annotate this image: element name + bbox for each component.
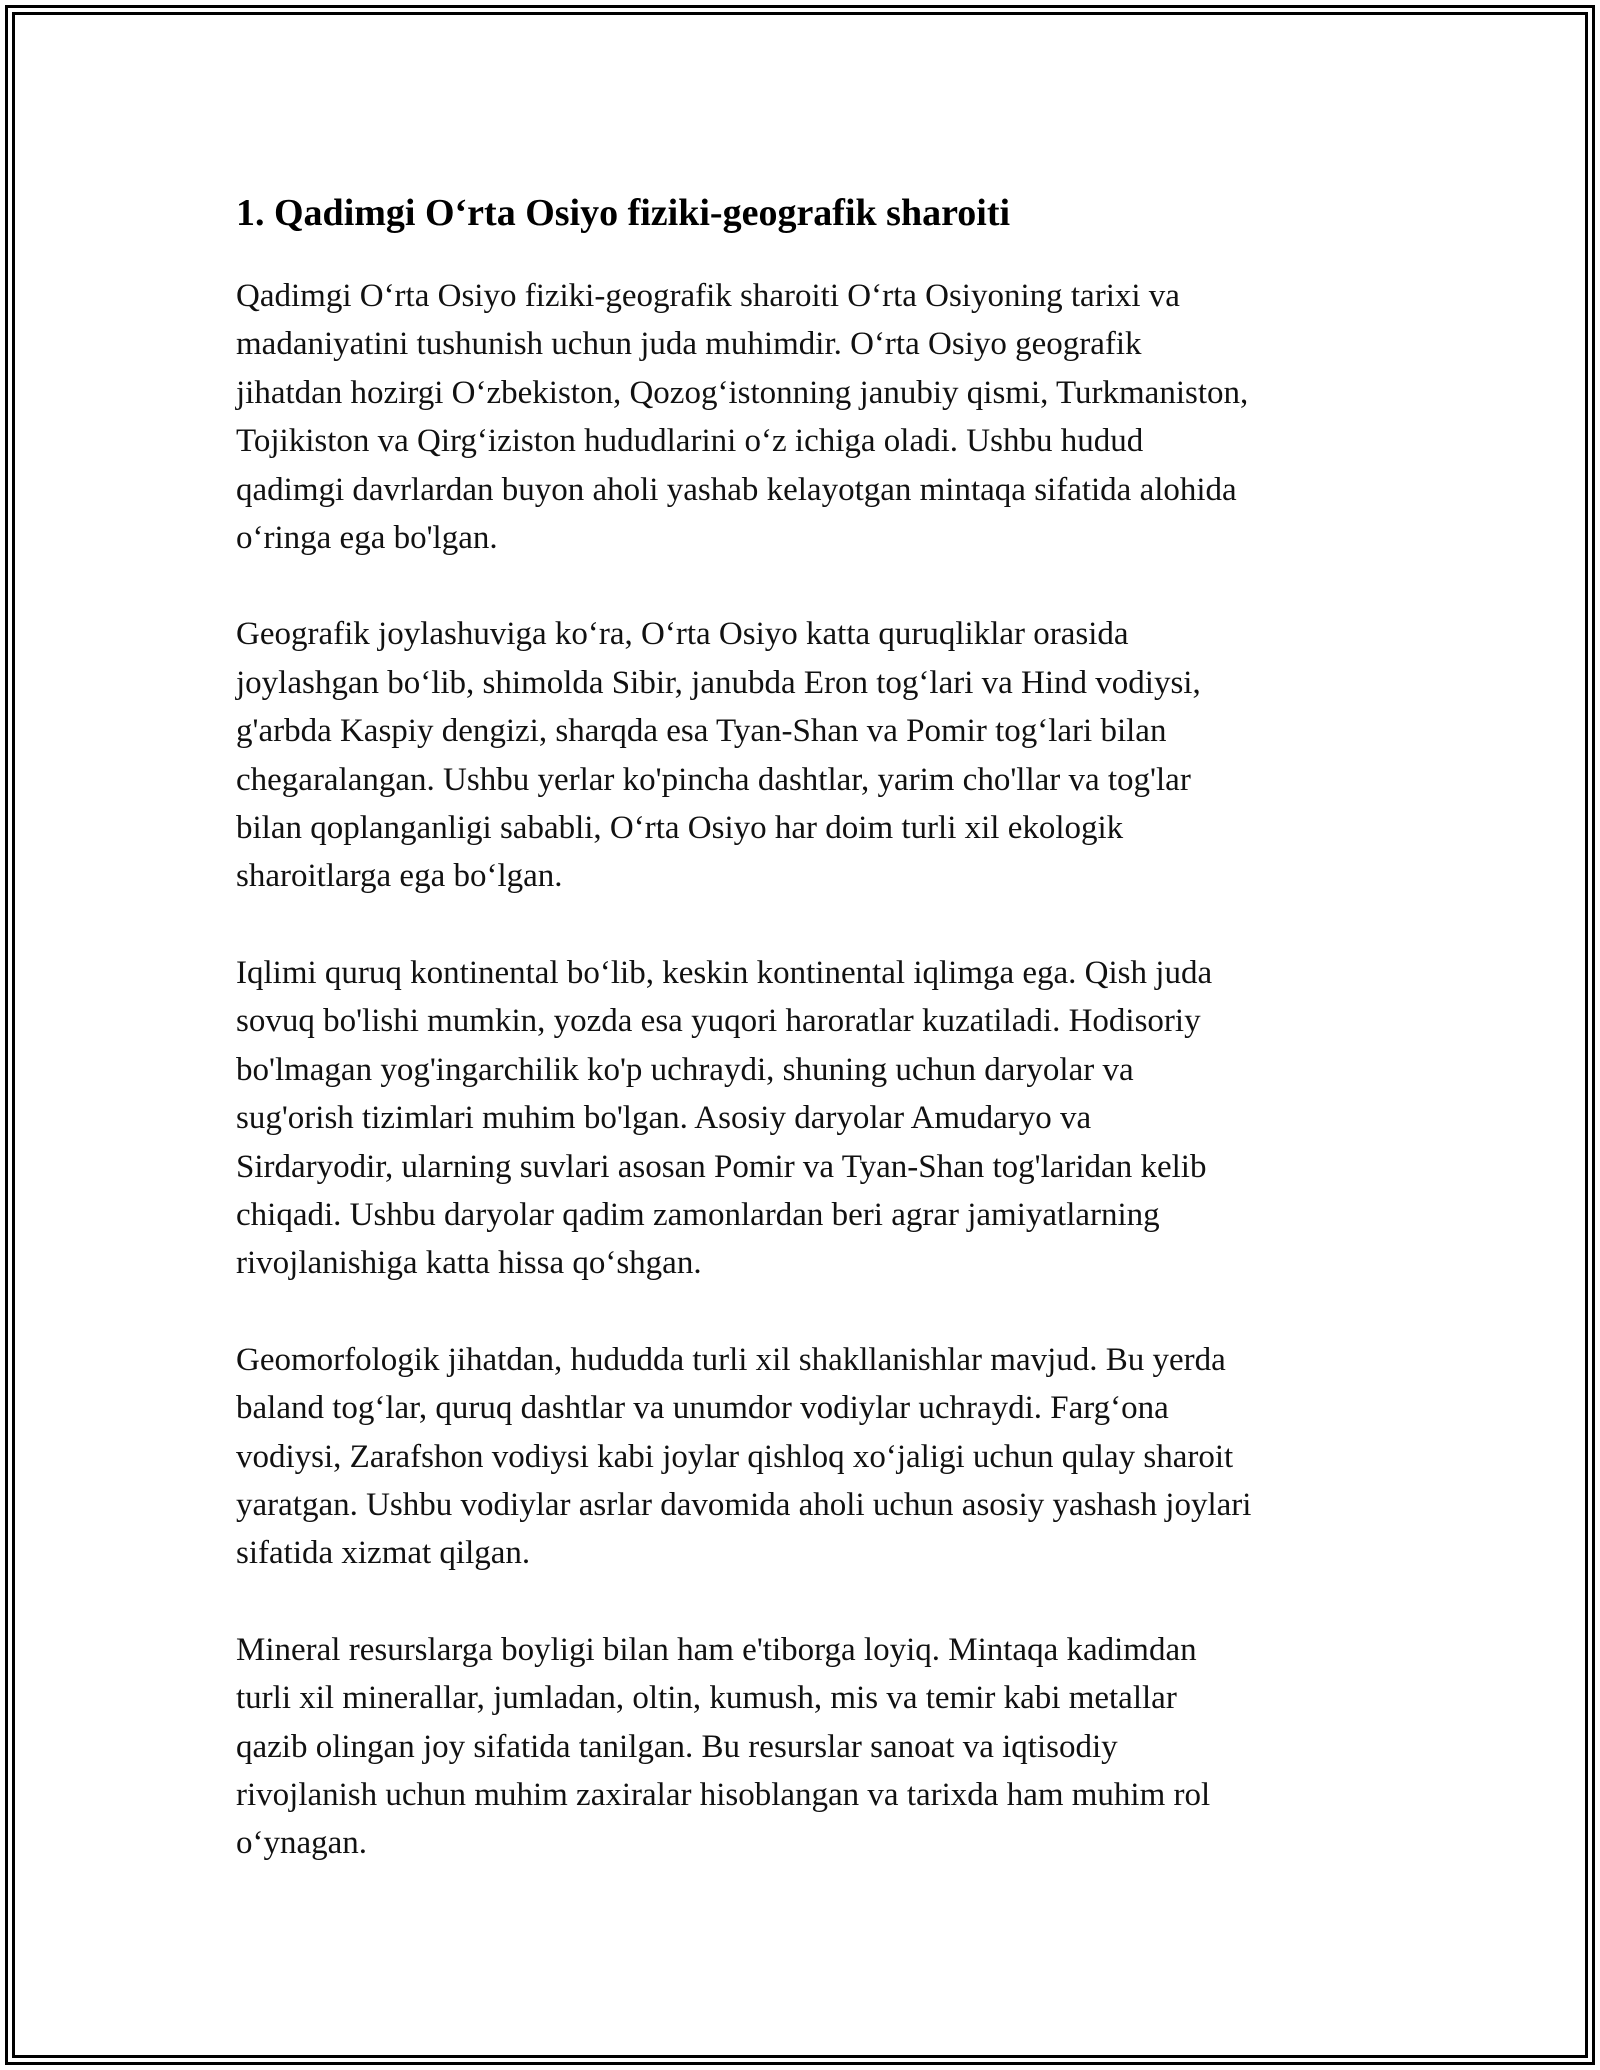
- paragraph-3: Iqlimi quruq kontinental bo‘lib, keskin kontinental iqlimga ega. Qish juda sovuq bo'lishi mumkin, yozda esa yuqori haroratlar kuzatiladi. Hodisoriy bo'lmagan yog'ingarchilik ko'p uchraydi, shuning uchun daryolar va sug'orish tizimlari muhim bo'lgan. Asosiy daryolar Amudaryo va Sirdaryodir, ularning suvlari asosan Pomir va Tyan-Shan tog'laridan kelib chiqadi. Ushbu daryolar qadim zamonlardan beri agrar jamiyatlarning rivojlanishiga katta hissa qo‘shgan.: [236, 954, 1213, 1282]
- section-title: 1. Qadimgi O‘rta Osiyo fiziki-geografik sharoiti: [236, 192, 1011, 234]
- paragraph-5: Mineral resurslarga boyligi bilan ham e'tiborga loyiq. Mintaqa kadimdan turli xil minerallar, jumladan, oltin, kumush, mis va temir kabi metallar qazib olingan joy sifatida tanilgan. Bu resurslar sanoat va iqtisodiy rivojlanish uchun muhim zaxiralar hisoblangan va tarixda ham muhim rol o‘ynagan.: [236, 1631, 1211, 1862]
- document-body: [236, 185, 1386, 1916]
- paragraph-2: Geografik joylashuviga ko‘ra, O‘rta Osiyo katta quruqliklar orasida joylashgan bo‘lib, shimolda Sibir, janubda Eron tog‘lari va Hind vodiysi, g'arbda Kaspiy dengizi, sharqda esa Tyan-Shan va Pomir tog‘lari bilan chegaralangan. Ushbu yerlar ko'pincha dashtlar, yarim cho'llar va tog'lar bilan qoplanganligi sababli, O‘rta Osiyo har doim turli xil ekologik sharoitlarga ega bo‘lgan.: [236, 616, 1201, 895]
- paragraph-1: Qadimgi O‘rta Osiyo fiziki-geografik sharoiti O‘rta Osiyoning tarixi va madaniyatini tushunish uchun juda muhimdir. O‘rta Osiyo geografik jihatdan hozirgi O‘zbekiston, Qozog‘istonning janubiy qismi, Turkmaniston, Tojikiston va Qirg‘iziston hududlarini o‘z ichiga oladi. Ushbu hudud qadimgi davrlardan buyon aholi yashab kelayotgan mintaqa sifatida alohida o‘ringa ega bo'lgan.: [236, 278, 1249, 557]
- paragraph-4: Geomorfologik jihatdan, hududda turli xil shakllanishlar mavjud. Bu yerda baland tog‘lar, quruq dashtlar va unumdor vodiylar uchraydi. Farg‘ona vodiysi, Zarafshon vodiysi kabi joylar qishloq xo‘jaligi uchun qulay sharoit yaratgan. Ushbu vodiylar asrlar davomida aholi uchun asosiy yashash joylari sifatida xizmat qilgan.: [236, 1341, 1252, 1572]
